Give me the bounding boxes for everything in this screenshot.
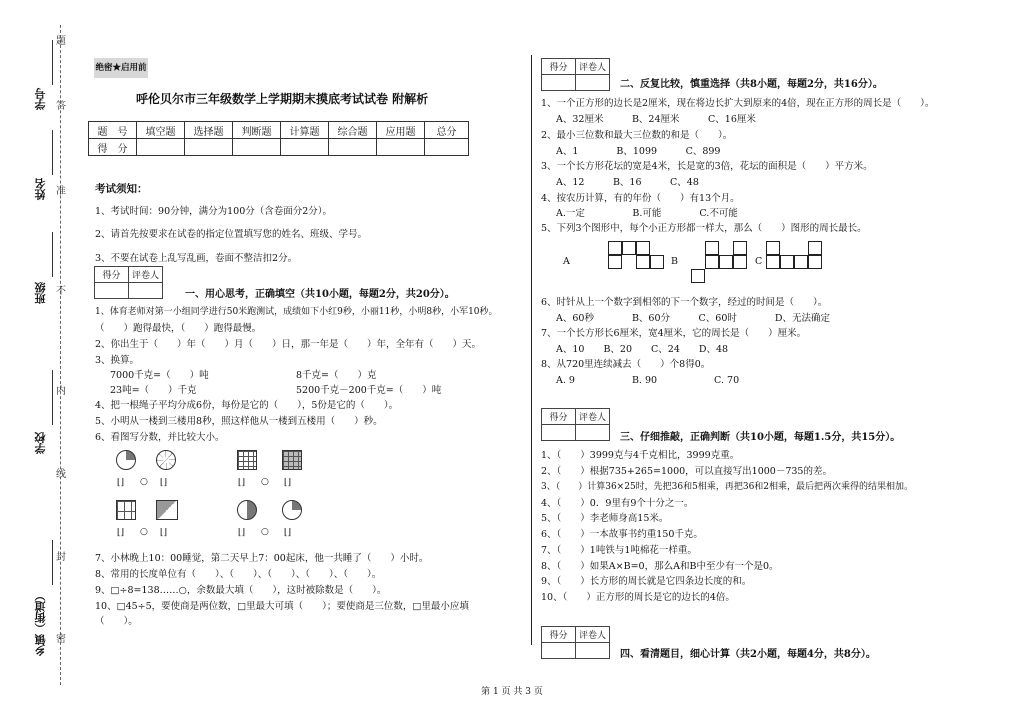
binding-char: 密 — [56, 634, 66, 645]
name-label: 姓名 — [34, 178, 47, 200]
secret-tag: 绝密★启用前 — [94, 58, 148, 78]
fraction-grid-figure — [282, 450, 302, 470]
fraction-circle-figure — [237, 500, 257, 520]
s2-q2: 2、最小三位数和最大三位数的和是（ ）。 — [541, 130, 733, 141]
s2-q1: 1、一个正方形的边长是2厘米，现在将边长扩大到原来的4倍，现在正方形的周长是（ ）。 — [541, 98, 935, 109]
score-cell: 得 分 — [89, 139, 137, 156]
township-label: 乡镇（街道） — [34, 590, 47, 656]
compare-right-bracket: ⌊⌋ — [284, 528, 292, 538]
grader-score-cell[interactable] — [542, 643, 576, 659]
s2-q8: 8、从720里连续减去（ ）个8得0。 — [541, 359, 711, 370]
section2-heading: 二、反复比较，慎重选择（共8小题，每题2分，共16分）。 — [620, 79, 883, 90]
shape-label-c: C — [755, 256, 763, 267]
school-label: 学校 — [34, 432, 47, 454]
fraction-grid-figure — [116, 500, 136, 520]
column-divider — [531, 55, 532, 645]
q1-line: 1、体育老师对第一小组同学进行50米跑测试，成绩如下小红9秒，小丽11秒，小明8秒，小军10秒。 — [95, 307, 498, 317]
q3-item: 7000千克=（ ）吨 — [110, 370, 209, 381]
binding-char: 线 — [56, 469, 66, 480]
s2-q7: 7、一个长方形长6厘米，宽4厘米，它的周长是（ ）厘米。 — [541, 328, 807, 339]
grader-label: 评卷人 — [129, 267, 163, 283]
document-title: 呼伦贝尔市三年级数学上学期期末摸底考试试卷 附解析 — [136, 92, 429, 106]
s2-q3-options: A、12 B、16 C、48 — [556, 177, 699, 188]
fraction-triangle-figure — [156, 500, 178, 520]
s3-q3: 3、（ ）计算36×25时，先把36和5相乘，再把36和2相乘，最后把两次乘得的结果相加。 — [541, 482, 914, 492]
score-table-value-row — [89, 139, 469, 156]
fraction-grid-figure — [237, 450, 257, 470]
compare-circle: ○ — [261, 477, 269, 487]
score-cell: 题 号 — [89, 122, 137, 139]
compare-right-bracket: ⌊⌋ — [160, 528, 168, 538]
grader-label: 评卷人 — [576, 59, 610, 75]
score-cell[interactable] — [281, 139, 329, 156]
compare-left-bracket: ⌊⌋ — [117, 528, 125, 538]
compare-left-bracket: ⌊⌋ — [238, 528, 246, 538]
q10-line: 10、□45÷5，要使商是两位数，□里最大可填（ ）；要使商是三位数，□里最小应填 — [95, 601, 469, 612]
score-cell: 综合题 — [329, 122, 377, 139]
page-footer: 第 1 页 共 3 页 — [481, 687, 543, 697]
s2-q4: 4、按农历计算，有的年份（ ）有13个月。 — [541, 193, 740, 204]
score-cell[interactable] — [137, 139, 185, 156]
compare-circle: ○ — [261, 527, 269, 537]
section4-heading: 四、看清题目，细心计算（共2小题，每题4分，共8分）。 — [620, 649, 876, 660]
s3-q10: 10、（ ）正方形的周长是它的边长的4倍。 — [541, 592, 735, 603]
school-line — [52, 370, 53, 425]
notice-item: 2、请首先按要求在试卷的指定位置填写您的姓名、班级、学号。 — [95, 229, 368, 240]
binding-char: 封 — [56, 552, 66, 563]
s2-q6-options: A、60秒 B、60分 C、60时 D、无法确定 — [556, 313, 830, 324]
score-cell: 填空题 — [137, 122, 185, 139]
s3-q9: 9、（ ）长方形的周长就是它四条边长度的和。 — [541, 576, 752, 587]
grader-score-label: 得分 — [542, 409, 576, 425]
grader-name-cell[interactable] — [129, 283, 163, 299]
grader-score-label: 得分 — [95, 267, 129, 283]
score-cell[interactable] — [185, 139, 233, 156]
section3-grader-box — [541, 408, 610, 441]
grader-name-cell[interactable] — [576, 425, 610, 441]
score-cell[interactable] — [377, 139, 425, 156]
student-id-label: 学号 — [34, 88, 47, 110]
s3-q4: 4、（ ）0．9里有9个十分之一。 — [541, 498, 694, 509]
binding-char: 答 — [56, 101, 66, 112]
shape-label-b: B — [671, 256, 678, 267]
s2-q7-options: A、10 B、20 C、24 D、48 — [556, 344, 729, 355]
name-line — [52, 130, 53, 175]
grader-label: 评卷人 — [576, 409, 610, 425]
score-cell[interactable] — [233, 139, 281, 156]
grader-name-cell[interactable] — [576, 75, 610, 91]
notice-item: 1、考试时间：90分钟，满分为100分（含卷面分2分）。 — [95, 206, 333, 217]
compare-circle: ○ — [140, 477, 148, 487]
grader-score-label: 得分 — [542, 59, 576, 75]
score-cell: 选择题 — [185, 122, 233, 139]
township-line — [52, 540, 53, 585]
notice-item: 3、不要在试卷上乱写乱画，卷面不整洁扣2分。 — [95, 253, 298, 264]
binding-dashed-line — [60, 25, 61, 685]
section1-grader-box — [94, 266, 163, 299]
section2-grader-box — [541, 58, 610, 91]
s3-q7: 7、（ ）1吨铁与1吨棉花一样重。 — [541, 545, 697, 556]
score-cell[interactable] — [425, 139, 469, 156]
score-cell: 总分 — [425, 122, 469, 139]
s3-q6: 6、（ ）一本故事书约重150千克。 — [541, 529, 703, 540]
class-line — [52, 232, 53, 277]
binding-char: 不 — [56, 286, 66, 297]
shape-label-a: A — [563, 256, 570, 267]
q7-line: 7、小林晚上10：00睡觉，第二天早上7：00起床，他一共睡了（ ）小时。 — [95, 553, 429, 564]
s3-q8: 8、（ ）如果A×B=0，那么A和B中至少有一个是0。 — [541, 561, 779, 572]
section3-heading: 三、仔细推敲，正确判断（共10小题，每题1.5分，共15分）。 — [620, 432, 901, 443]
score-cell: 应用题 — [377, 122, 425, 139]
class-label: 班级 — [34, 282, 47, 304]
q9-line: 9、□÷8=138……○，余数最大填（ ），这时被除数是（ ）。 — [95, 585, 387, 596]
grader-label: 评卷人 — [576, 627, 610, 643]
s2-q8-options: A. 9 B. 90 C. 70 — [556, 375, 740, 386]
fraction-circle-figure — [116, 450, 136, 470]
s3-q2: 2、（ ）根据735+265=1000，可以直接写出1000－735的差。 — [541, 466, 832, 477]
compare-circle: ○ — [140, 527, 148, 537]
binding-char: 题 — [56, 36, 66, 47]
q1-line2: （ ）跑得最快，（ ）跑得最慢。 — [95, 323, 262, 334]
q6-line: 6、看图写分数，并比较大小。 — [95, 432, 225, 443]
score-table — [88, 121, 469, 156]
fraction-circle-figure — [282, 500, 302, 520]
s2-q1-options: A、32厘米 B、24厘米 C、16厘米 — [556, 114, 756, 125]
q4-line: 4、把一根绳子平均分成6份，每份是它的（ ），5份是它的（ ）。 — [95, 400, 399, 411]
s3-q5: 5、（ ）李老师身高15米。 — [541, 513, 669, 524]
grader-name-cell[interactable] — [576, 643, 610, 659]
q5-line: 5、小明从一楼到三楼用8秒，照这样他从一楼到五楼用（ ）秒。 — [95, 416, 383, 427]
student-id-line — [52, 40, 53, 85]
s2-q4-options: A.一定 B.可能 C.不可能 — [556, 208, 738, 219]
grader-score-label: 得分 — [542, 627, 576, 643]
compare-right-bracket: ⌊⌋ — [284, 478, 292, 488]
section4-grader-box — [541, 626, 610, 659]
compare-right-bracket: ⌊⌋ — [160, 478, 168, 488]
q10-line2: （ ）。 — [95, 616, 138, 627]
s2-q5: 5、下列3个图形中，每个小正方形都一样大，那么（ ）图形的周长最长。 — [541, 223, 867, 234]
q3-item: 8千克=（ ）克 — [296, 370, 377, 381]
s2-q6: 6、时针从上一个数字到相邻的下一个数字，经过的时间是（ ）。 — [541, 297, 828, 308]
q3-item: 5200千克－200千克=（ ）吨 — [296, 385, 442, 396]
score-cell: 计算题 — [281, 122, 329, 139]
binding-char: 准 — [56, 186, 66, 197]
grader-score-cell[interactable] — [95, 283, 129, 299]
score-table-header-row — [89, 122, 469, 139]
q8-line: 8、常用的长度单位有（ ）、（ ）、（ ）、（ ）、（ ）。 — [95, 569, 382, 580]
fraction-circle-figure — [156, 450, 176, 470]
binding-char: 内 — [56, 386, 66, 397]
q3-line: 3、换算。 — [95, 355, 140, 366]
s3-q1: 1、（ ）3999克与4千克相比，3999克重。 — [541, 450, 740, 461]
s2-q2-options: A、1 B、1099 C、899 — [556, 146, 721, 157]
grader-score-cell[interactable] — [542, 425, 576, 441]
grader-score-cell[interactable] — [542, 75, 576, 91]
compare-left-bracket: ⌊⌋ — [238, 478, 246, 488]
notice-title: 考试须知： — [95, 183, 148, 195]
q2-line: 2、你出生于（ ）年（ ）月（ ）日，那一年是（ ）年，全年有（ ）天。 — [95, 339, 482, 350]
score-cell[interactable] — [329, 139, 377, 156]
s2-q3: 3、一个长方形花坛的宽是4米，长是宽的3倍，花坛的面积是（ ）平方米。 — [541, 161, 873, 172]
score-cell: 判断题 — [233, 122, 281, 139]
compare-left-bracket: ⌊⌋ — [117, 478, 125, 488]
q3-item: 23吨=（ ）千克 — [110, 385, 197, 396]
section1-heading: 一、用心思考，正确填空（共10小题，每题2分，共20分）。 — [185, 289, 455, 300]
